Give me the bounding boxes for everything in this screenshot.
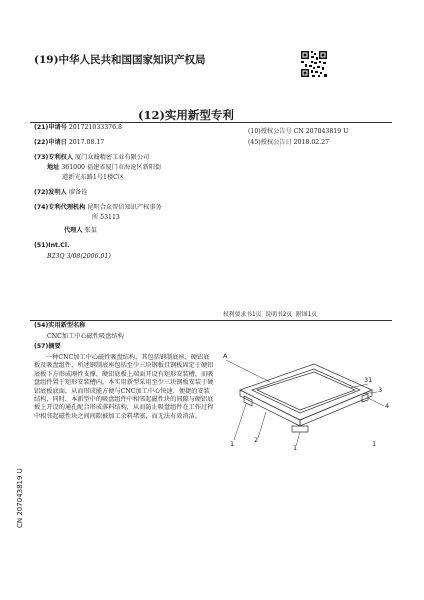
agency-line-2: 所 53113 — [92, 214, 120, 221]
abstract-label-text: (57)摘要 — [34, 343, 61, 350]
figure-label-4: 4 — [385, 402, 390, 410]
address-line-1: 361000 福建省厦门市海沧区新阳街 — [61, 164, 162, 171]
patentee-value: 厦门众翰精密工业有限公司 — [75, 154, 150, 161]
int-cl-label — [34, 242, 69, 250]
inventor-label: (72)发明人 — [34, 189, 67, 196]
patentee-label: (73)专利权人 — [34, 154, 74, 161]
publication-date: (45)授权公告日 2018.02.27 — [248, 139, 330, 146]
agent-label: 代理人 — [64, 227, 83, 234]
address-line-2: 道新光东路1号1楼C区 — [62, 174, 125, 181]
title-label — [34, 322, 85, 330]
inventor — [34, 189, 87, 197]
issuing-office: (19)中华人民共和国国家知识产权局 — [34, 54, 206, 66]
publication-number: (10)授权公告号 CN 207043819 U — [248, 128, 349, 135]
abstract-divider — [30, 320, 392, 321]
inventor-value: 廖备铨 — [68, 189, 88, 196]
agent-value: 张玺 — [84, 227, 97, 234]
application-date — [34, 139, 104, 147]
title-label-text: (54)实用新型名称 — [34, 322, 86, 329]
abstract-label — [34, 343, 61, 351]
page-counts: 权利要求书1页 说明书2页 附图1页 — [223, 312, 318, 318]
application-number-value: 201721033376.8 — [68, 124, 122, 131]
figure-label-1c: 1 — [372, 440, 377, 448]
figure-label-31: 31 — [364, 376, 373, 384]
figure-label-3: 3 — [378, 386, 383, 394]
int-cl-label-text: (51)Int.Cl. — [34, 242, 70, 249]
patent-agency — [34, 204, 162, 212]
agency-label: (74)专利代理机构 — [34, 204, 86, 211]
application-date-label: (22)申请日 — [34, 139, 67, 146]
address-label: 地址 — [47, 164, 60, 171]
figure-label-a: A — [223, 352, 228, 360]
document-type: (12)实用新型专利 — [138, 108, 234, 122]
address — [47, 164, 161, 172]
figure-label-2: 2 — [254, 436, 259, 444]
qr-code-icon — [300, 50, 328, 78]
agency-line-1: 昆明合众智信知识产权事务 — [87, 204, 162, 211]
device-figure — [222, 346, 392, 450]
application-number — [34, 124, 122, 132]
figure-label-1a: 1 — [230, 440, 235, 448]
header-divider — [30, 122, 392, 123]
side-document-number — [8, 350, 28, 530]
figure-label-1b: 1 — [293, 444, 298, 450]
abstract-text: 一种CNC加工中心磁性吸盘结构，其包括钢制底座、硬铝底板及吸盘组件，所述钢制底座包括至少三块钢板且钢板固定于硬铝底板下方形成刚性支撑，硬铝底板上端面开设有矩形安装槽，而吸盘组件置于矩形安装槽内。本实用新型采用至少三块钢板安装于硬铝底板底面，从而形成能方便与CNC加工中心快速、便捷的安装结构，同时，本新型中的吸盘组件中相邻起磁性块的间隙与硬铝底板上开设的通孔配合形成落料结构，从而防止吸盘组件在工作过程中相邻起磁性块之间间隙被加工余料堵塞，而无法有效消洁。 — [34, 354, 214, 420]
agent — [64, 227, 97, 235]
int-cl-value: B23Q 3/08(2006.01) — [47, 253, 111, 260]
application-number-label: (21)申请号 — [34, 124, 67, 131]
utility-model-title: CNC加工中心磁性吸盘结构 — [47, 333, 124, 340]
patentee — [34, 154, 149, 162]
application-date-value: 2017.08.17 — [68, 139, 105, 146]
side-number-text: CN 207043819 U — [16, 468, 24, 528]
